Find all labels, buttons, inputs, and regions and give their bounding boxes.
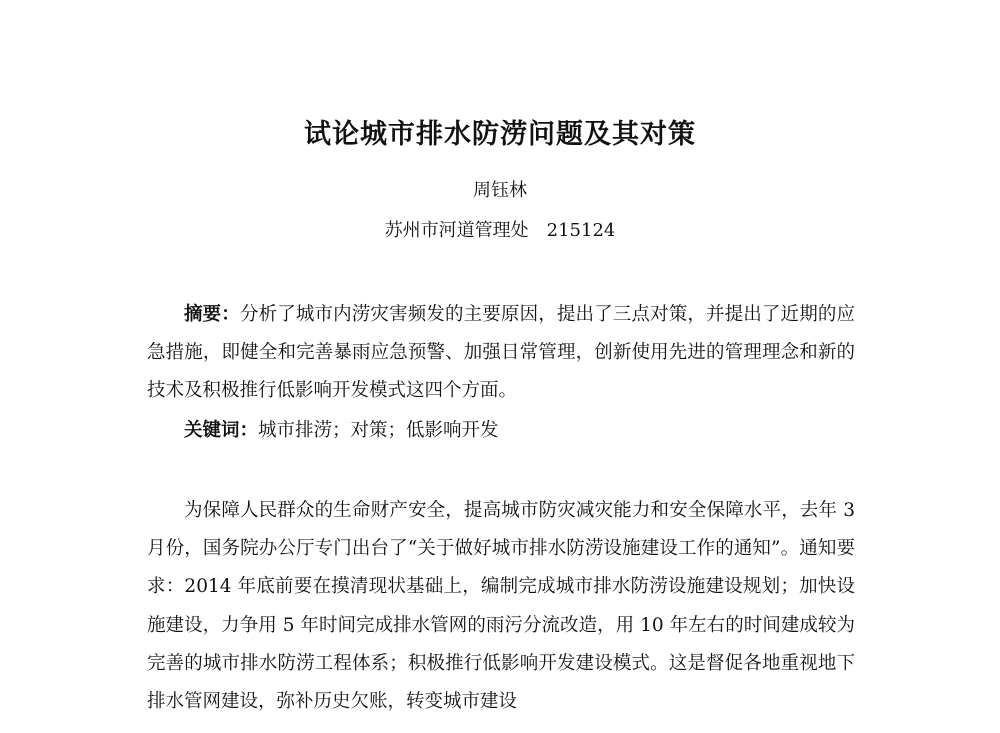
abstract-label: 摘要：: [184, 304, 240, 325]
author-affiliation: [0, 216, 1000, 242]
affiliation-postcode: 215124: [546, 220, 616, 241]
author-name: 周钰林: [473, 180, 527, 201]
paper-title: 试论城市排水防涝问题及其对策: [304, 119, 696, 150]
abstract: [147, 296, 855, 410]
keywords-label: 关键词：: [184, 420, 259, 441]
keywords-text: 城市排涝；对策；低影响开发: [258, 420, 499, 441]
body-paragraph: 为保障人民群众的生命财产安全，提高城市防灾减灾能力和安全保障水平，去年 3 月份，国务院办公厅专门出台了“关于做好城市排水防涝设施建设工作的通知”。通知要求：2014 年底前要在摸清现状基础上，编制完成城市排水防涝设施建设规划；加快设施建设，力争用 5 年时间完成排水管网的雨污分流改造，用 10 年左右的时间建成较为完善的城市排水防涝工程体系；积极推行低影响开发建设模式。这是督促各地重视地下排水管网建设，弥补历史欠账，转变城市建设: [147, 500, 855, 713]
keywords: [147, 412, 855, 450]
affiliation-organization: 苏州市河道管理处: [384, 220, 529, 241]
abstract-text: 分析了城市内涝灾害频发的主要原因，提出了三点对策，并提出了近期的应急措施，即健全和完善暴雨应急预警、加强日常管理，创新使用先进的管理理念和新的技术及积极推行低影响开发模式这四个方面。: [147, 304, 855, 401]
